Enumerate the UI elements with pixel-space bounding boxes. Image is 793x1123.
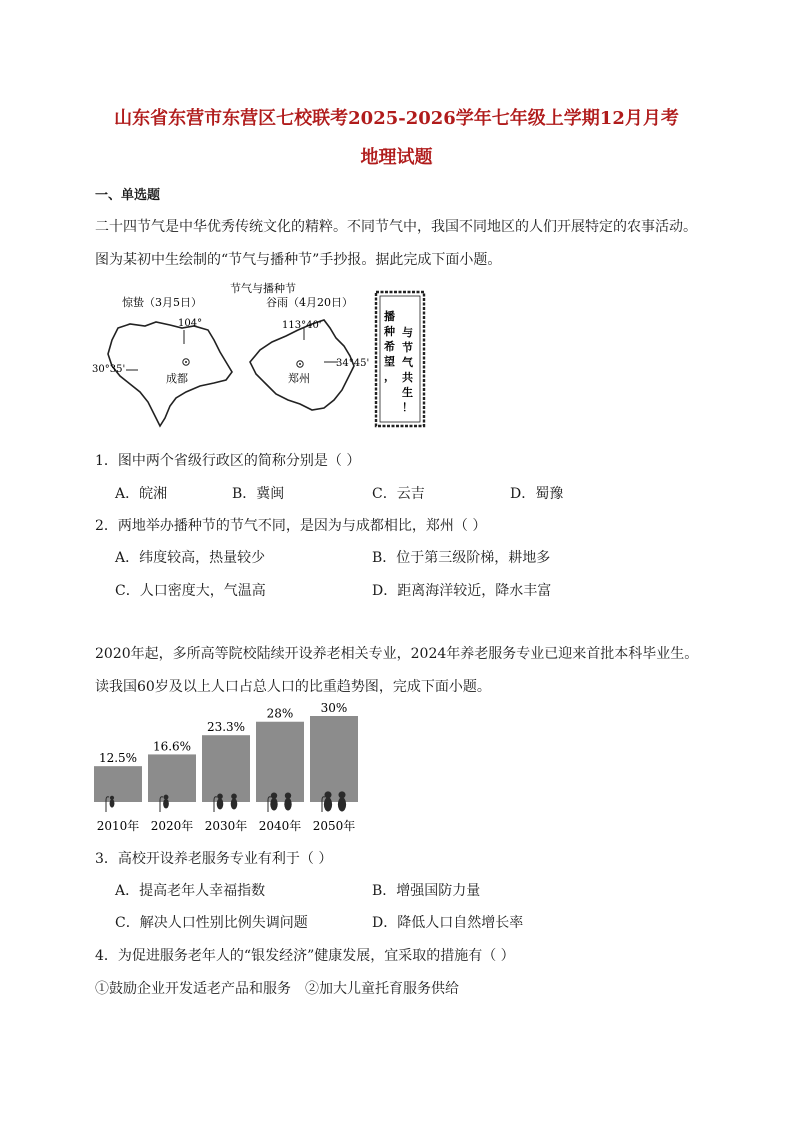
bar-value-label: 30% — [320, 701, 348, 715]
solar-term-map-figure — [90, 280, 430, 430]
bar-value-label: 23.3% — [206, 720, 246, 735]
elderly-figure-body-icon — [284, 798, 291, 811]
bar-value-label: 12.5% — [98, 751, 138, 766]
left-longitude-label: 104° — [178, 318, 203, 329]
q2-option-a[interactable]: A．纬度较高，热量较少 — [115, 550, 266, 566]
section-heading: 一、单选题 — [95, 188, 161, 203]
slogan-column-2: 与节气共生！ — [402, 326, 413, 414]
document-title-line1: 山东省东营市东营区七校联考2025-2026学年七年级上学期12月月考 — [114, 108, 679, 129]
question-4-items: ①鼓励企业开发适老产品和服务 ②加大儿童托育服务供给 — [95, 981, 459, 997]
q3-option-b[interactable]: B．增强国防力量 — [372, 883, 481, 899]
elderly-figure-body-icon — [163, 799, 169, 809]
zhengzhou-label: 郑州 — [288, 372, 310, 385]
elderly-figure-body-icon — [231, 798, 238, 809]
bar-value-label: 28% — [266, 706, 294, 721]
bar-value-label: 16.6% — [152, 739, 192, 754]
elderly-figure-body-icon — [324, 797, 332, 811]
q1-option-a[interactable]: A．皖湘 — [115, 486, 168, 502]
question-4-stem: 4．为促进服务老年人的“银发经济”健康发展，宜采取的措施有（ ） — [95, 948, 515, 964]
intro1-line1: 二十四节气是中华优秀传统文化的精粹。不同节气中，我国不同地区的人们开展特定的农事活动。 — [95, 219, 697, 235]
x-axis-tick-label: 2030年 — [204, 819, 248, 833]
q1-option-d[interactable]: D．蜀豫 — [510, 486, 564, 502]
question-2-stem: 2．两地举办播种节的节气不同，是因为与成都相比，郑州（ ） — [95, 518, 487, 534]
right-latitude-label: 34°45' — [336, 358, 370, 369]
x-axis-tick-label: 2050年 — [312, 819, 356, 833]
q2-option-c[interactable]: C．人口密度大，气温高 — [115, 583, 266, 599]
intro2-line2: 读我国60岁及以上人口占总人口的比重趋势图，完成下面小题。 — [95, 679, 491, 695]
elderly-figure-body-icon — [338, 797, 346, 811]
intro1-line2: 图为某初中生绘制的“节气与播种节”手抄报。据此完成下面小题。 — [95, 252, 502, 268]
chart-bar — [310, 716, 358, 802]
slogan-column-1: 播种希望， — [384, 310, 395, 383]
chart-bar — [202, 735, 250, 802]
left-latitude-label: 30°35' — [92, 364, 126, 375]
elderly-figure-body-icon — [270, 798, 277, 811]
q2-option-b[interactable]: B．位于第三级阶梯，耕地多 — [372, 550, 551, 566]
map-figure-title: 节气与播种节 — [230, 282, 296, 295]
x-axis-tick-label: 2020年 — [150, 819, 194, 833]
q1-option-b[interactable]: B．冀闽 — [232, 486, 285, 502]
elderly-figure-body-icon — [217, 798, 224, 809]
x-axis-tick-label: 2040年 — [258, 819, 302, 833]
document-title-line2: 地理试题 — [360, 147, 433, 168]
right-longitude-label: 113°40' — [282, 320, 322, 331]
chart-bar — [256, 722, 304, 802]
q2-option-d[interactable]: D．距离海洋较近，降水丰富 — [372, 583, 552, 599]
elderly-figure-body-icon — [110, 799, 115, 807]
aging-population-bar-chart — [90, 700, 380, 840]
question-1-stem: 1．图中两个省级行政区的简称分别是（ ） — [95, 453, 361, 469]
intro2-line1: 2020年起，多所高等院校陆续开设养老相关专业，2024年养老服务专业已迎来首批本科毕业生。 — [95, 646, 699, 662]
chart-bar — [94, 766, 142, 802]
q1-option-c[interactable]: C．云吉 — [372, 486, 425, 502]
right-term-label: 谷雨（4月20日） — [266, 296, 353, 309]
q3-option-d[interactable]: D．降低人口自然增长率 — [372, 915, 524, 931]
left-term-label: 惊蛰（3月5日） — [122, 296, 202, 309]
q3-option-c[interactable]: C．解决人口性别比例失调问题 — [115, 915, 308, 931]
x-axis-tick-label: 2010年 — [96, 819, 140, 833]
chengdu-label: 成都 — [166, 372, 188, 385]
chart-bar — [148, 754, 196, 802]
q3-option-a[interactable]: A．提高老年人幸福指数 — [115, 883, 266, 899]
question-3-stem: 3．高校开设养老服务专业有利于（ ） — [95, 851, 333, 867]
